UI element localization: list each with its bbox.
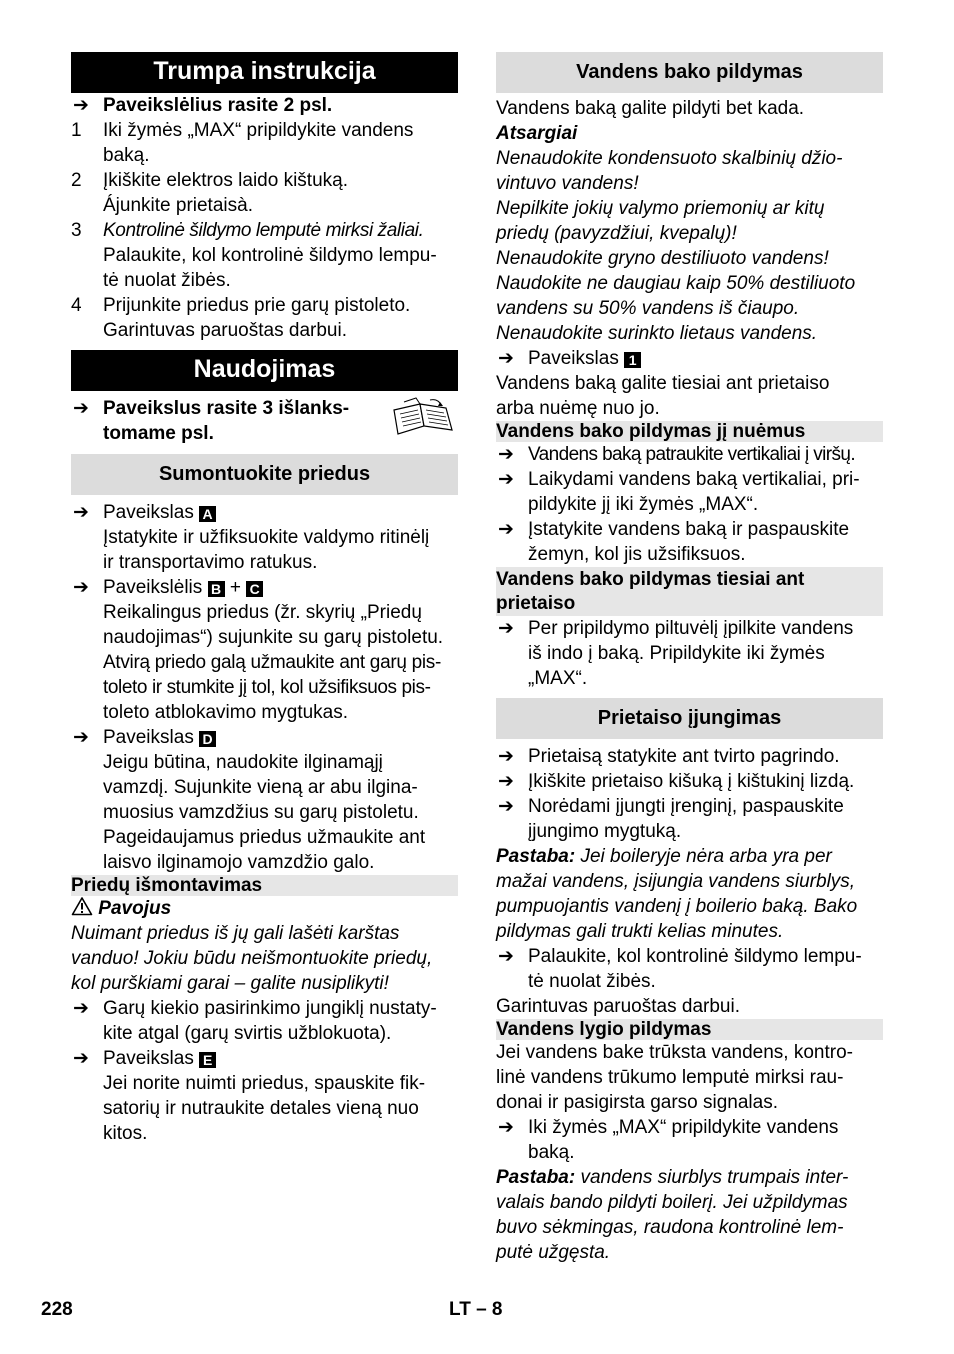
on-ready: Garintuvas paruoštas darbui. [496,996,740,1017]
direct-step: ➔ Per pripildymo piltuvėlį įpilkite vandens iš indo į baką. Pripildykite iki žymės „MAX“. [498,618,854,689]
heading-fill-removed: Vandens bako pildymas jį nuėmus [496,421,883,442]
arrow-right-icon: ➔ [73,577,89,598]
removed-step-2: ➔ Laikydami vandens baką vertikaliai, pri- pildykite jį iki žymės „MAX“. [498,469,860,515]
level-text: Jei vandens bake trūksta vandens, kontro- linė vandens trūkumo lemputė mirksi rau- donai ir pasigirsta garso signalas. [496,1042,853,1113]
arrow-right-icon: ➔ [498,1117,514,1138]
arrow-right-icon: ➔ [498,746,514,767]
fill-text: Vandens baką galite tiesiai ant prietaiso arba nuėmę nuo jo. [496,373,830,419]
caution-text: Nenaudokite kondensuoto skalbinių džio- vintuvo vandens! Nepilkite jokių valymo priemonių ar kitų priedų (pavyzdžiui, kvepalų)! Nenaudokite gryno destiliuoto vandens! Naudokite ne daugiau kaip 50% destiliuoto vandens su 50% vandens iš čiaupo. Nenaudokite surinkto lietaus vandens. [496,148,856,344]
note-1: Pastaba: Jei boileryje nėra arba yra per mažai vandens, įsijungia vandens siurblys, pumpuojantis vandenį į boilerio baką. Bako pildymas gali trukti kelias minutes. [496,846,858,942]
arrow-right-icon: ➔ [73,502,89,523]
arrow-right-icon: ➔ [73,398,89,419]
usage-ref: ➔ Paveikslus rasite 3 išlanks- tomame psl. [71,396,458,446]
mount-fig-a: ➔ Paveikslas A Įstatykite ir užfiksuokite valdymo ritinėlį ir transportavimo ratukus. [73,502,430,573]
caution-title: Atsargiai [496,123,578,144]
arrow-right-icon: ➔ [498,771,514,792]
danger-title: Pavojus [71,896,458,921]
right-column [496,52,883,1265]
fill-fig: ➔ Paveikslas 1 [496,346,883,371]
heading-usage: Naudojimas [71,350,458,391]
removed-step-3: ➔ Įstatykite vandens baką ir paspauskite žemyn, kol jis užsifiksuos. [498,519,850,565]
heading-short-instructions: Trumpa instrukcija [71,52,458,93]
figure-label-box: 1 [624,352,641,368]
danger-text: Nuimant priedus iš jų gali lašėti karštas vanduo! Jokiu būdu neišmontuokite priedų, kol purškiami garai – galite nusiplikyti! [71,923,433,994]
mount-fig-d: ➔ Paveikslas D Jeigu būtina, naudokite ilginamąjį vamzdį. Sujunkite vieną ar abu ilgina- muosius vamzdžius su garų pistoletu. Pageidaujamus priedus užmaukite ant laisvo ilginamojo vamzdžio galo. [73,727,426,873]
heading-water-level: Vandens lygio pildymas [496,1019,883,1040]
level-step: ➔ Iki žymės „MAX“ pripildykite vandens baką. [498,1117,839,1163]
arrow-right-icon: ➔ [498,519,514,540]
step-1: 1 Iki žymės „MAX“ pripildykite vandens baką. [71,120,414,166]
step-2: 2 Įkiškite elektros laido kištuką. Ájunkite prietaisà. [71,170,348,216]
section-label: LT – 8 [449,1299,503,1320]
arrow-right-icon: ➔ [498,444,514,465]
arrow-right-icon: ➔ [73,727,89,748]
note-2: Pastaba: vandens siurblys trumpais inter- valais bando pildyti boilerį. Jei užpildymas buvo sėkmingas, raudona kontrolinė lem- putė užgęsta. [496,1167,849,1263]
figure-label-box: C [246,581,263,597]
arrow-right-icon: ➔ [498,946,514,967]
figure-label-box: A [199,506,216,522]
arrow-right-icon: ➔ [498,618,514,639]
heading-switch-on: Prietaiso įjungimas [496,698,883,739]
heading-remove-accessories: Priedų išmontavimas [71,875,458,896]
page-number: 228 [41,1299,73,1320]
arrow-right-icon: ➔ [73,998,89,1019]
step-3: 3 Kontrolinė šildymo lemputė mirksi žaliai. Palaukite, kol kontrolinė šildymo lempu- tė nuolat žibės. [71,220,437,291]
arrow-right-icon: ➔ [73,1048,89,1069]
short-ref: ➔ Paveikslėlius rasite 2 psl. [73,95,333,116]
heading-fill-tank: Vandens bako pildymas [496,52,883,93]
arrow-right-icon: ➔ [498,796,514,817]
remove-step-1: ➔ Garų kiekio pasirinkimo jungiklį nustaty- kite atgal (garų svirtis užblokuota). [73,998,437,1044]
heading-mount-accessories: Sumontuokite priedus [71,454,458,495]
arrow-right-icon: ➔ [73,95,89,116]
mount-fig-bc: ➔ Paveikslėlis B + C Reikalingus priedus (žr. skyrių „Priedų naudojimas“) sujunkite su garų pistoletu. Atvirą priedo galą užmaukite ant garų pis- toleto ir stumkite jį tol, kol užsifiksuos pis- toleto atblokavimo mygtukas. [73,577,444,723]
heading-fill-direct: Vandens bako pildymas tiesiai ant prietaiso [496,567,883,616]
on-step-2: ➔ Įkiškite prietaiso kišuką į kištukinį lizdą. [498,771,855,792]
arrow-right-icon: ➔ [498,469,514,490]
arrow-right-icon: ➔ [498,348,514,369]
removed-step-1: ➔ Vandens baką patraukite vertikaliai į viršų. [498,444,856,465]
on-wait: ➔ Palaukite, kol kontrolinė šildymo lempu- tė nuolat žibės. [498,946,862,992]
fill-intro: Vandens baką galite pildyti bet kada. [496,98,805,119]
step-4: 4 Prijunkite priedus prie garų pistoleto. Garintuvas paruoštas darbui. [71,295,411,341]
figure-label-box: D [199,731,216,747]
figure-label-box: E [199,1052,216,1068]
open-book-icon [390,396,458,440]
warning-triangle-icon [71,896,93,916]
left-column [71,52,458,1146]
remove-fig-e: ➔ Paveikslas E Jei norite nuimti priedus, spauskite fik- satorių ir nutraukite detales vieną nuo kitos. [73,1048,426,1144]
figure-label-box: B [208,581,225,597]
on-step-1: ➔ Prietaisą statykite ant tvirto pagrindo. [498,746,840,767]
on-step-3: ➔ Norėdami įjungti įrenginį, paspauskite įjungimo mygtuką. [498,796,844,842]
